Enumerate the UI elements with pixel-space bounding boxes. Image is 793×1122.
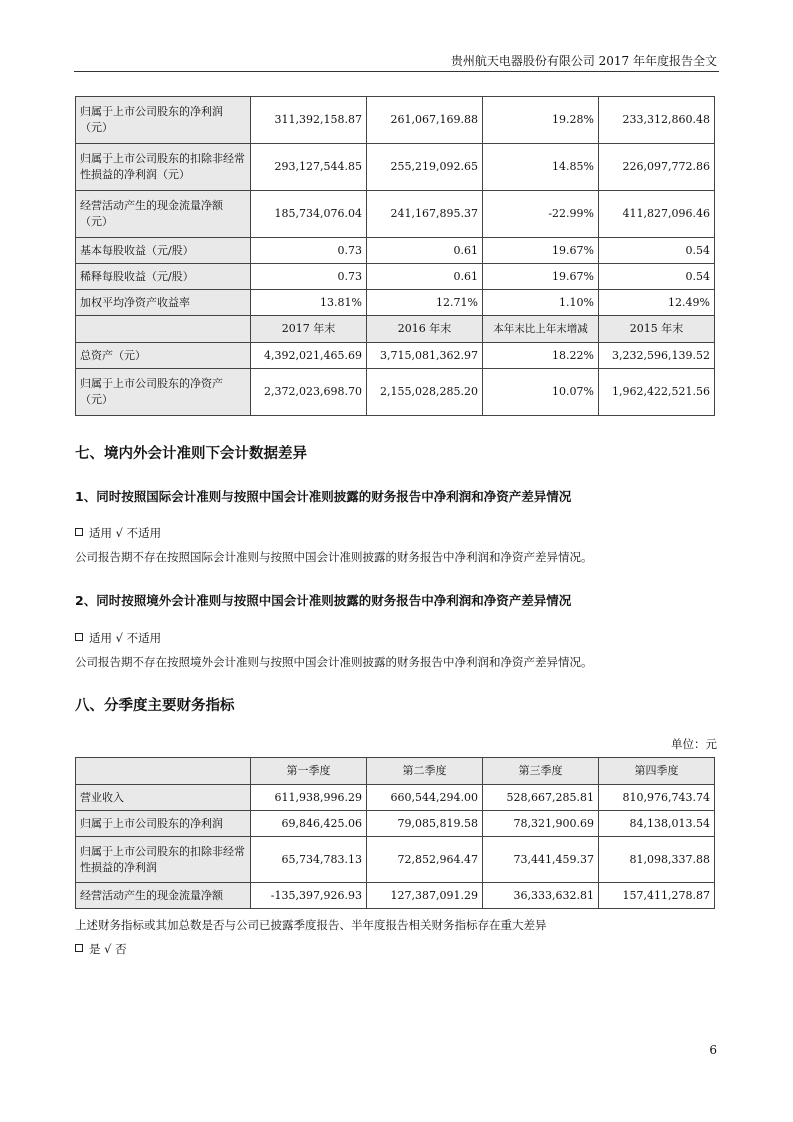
value-2016: 261,067,169.88 xyxy=(367,97,483,144)
value-2015-end: 1,962,422,521.56 xyxy=(599,369,715,416)
value-q2: 79,085,819.58 xyxy=(367,811,483,837)
value-q2: 72,852,964.47 xyxy=(367,837,483,883)
value-q3: 73,441,459.37 xyxy=(483,837,599,883)
value-q4: 810,976,743.74 xyxy=(599,785,715,811)
value-q2: 660,544,294.00 xyxy=(367,785,483,811)
column-header-q1: 第一季度 xyxy=(251,758,367,785)
value-change: 10.07% xyxy=(483,369,599,416)
row-label: 归属于上市公司股东的净利润 xyxy=(76,811,251,837)
section-7-2-title: 2、同时按照境外会计准则与按照中国会计准则披露的财务报告中净利润和净资产差异情况 xyxy=(75,593,572,608)
checkbox-icon xyxy=(75,633,83,641)
row-label: 加权平均净资产收益率 xyxy=(76,290,251,316)
section-7-2-applicability xyxy=(75,630,161,646)
value-q4: 157,411,278.87 xyxy=(599,883,715,909)
value-2015: 411,827,096.46 xyxy=(599,191,715,238)
table-row xyxy=(76,264,715,290)
value-q3: 528,667,285.81 xyxy=(483,785,599,811)
value-q1: 611,938,996.29 xyxy=(251,785,367,811)
value-q1: -135,397,926.93 xyxy=(251,883,367,909)
value-2017: 293,127,544.85 xyxy=(251,144,367,191)
value-q1: 65,734,783.13 xyxy=(251,837,367,883)
table-row xyxy=(76,883,715,909)
row-label: 归属于上市公司股东的扣除非经常性损益的净利润（元） xyxy=(76,144,251,191)
page-number: 6 xyxy=(709,1043,717,1057)
checkbox-icon xyxy=(75,528,83,536)
row-label: 经营活动产生的现金流量净额 xyxy=(76,883,251,909)
table-row xyxy=(76,785,715,811)
column-header-q3: 第三季度 xyxy=(483,758,599,785)
column-header-change: 本年末比上年末增减 xyxy=(483,316,599,343)
value-2016-end: 2,155,028,285.20 xyxy=(367,369,483,416)
section-7-title: 七、境内外会计准则下会计数据差异 xyxy=(75,446,307,462)
applicability-text: 适用 √ 不适用 xyxy=(89,631,162,645)
row-label: 稀释每股收益（元/股） xyxy=(76,264,251,290)
key-financial-data-table xyxy=(75,96,715,416)
value-change: 18.22% xyxy=(483,343,599,369)
table-row xyxy=(76,811,715,837)
value-q2: 127,387,091.29 xyxy=(367,883,483,909)
row-label: 归属于上市公司股东的扣除非经常性损益的净利润 xyxy=(76,837,251,883)
table-row xyxy=(76,191,715,238)
value-2017: 13.81% xyxy=(251,290,367,316)
header-blank xyxy=(76,758,251,785)
section-7-2-statement: 公司报告期不存在按照境外会计准则与按照中国会计准则披露的财务报告中净利润和净资产差异情况。 xyxy=(75,655,593,669)
value-change: 19.28% xyxy=(483,97,599,144)
column-header-2015-end: 2015 年末 xyxy=(599,316,715,343)
value-change: 19.67% xyxy=(483,238,599,264)
value-2015: 0.54 xyxy=(599,238,715,264)
value-2017-end: 4,392,021,465.69 xyxy=(251,343,367,369)
table-row xyxy=(76,369,715,416)
value-2017: 0.73 xyxy=(251,238,367,264)
value-2015: 0.54 xyxy=(599,264,715,290)
value-2015: 12.49% xyxy=(599,290,715,316)
value-2016: 241,167,895.37 xyxy=(367,191,483,238)
value-2016: 0.61 xyxy=(367,264,483,290)
subheader-blank xyxy=(76,316,251,343)
value-2016: 255,219,092.65 xyxy=(367,144,483,191)
table-row xyxy=(76,290,715,316)
row-label: 归属于上市公司股东的净利润（元） xyxy=(76,97,251,144)
value-change: 19.67% xyxy=(483,264,599,290)
row-label: 归属于上市公司股东的净资产（元） xyxy=(76,369,251,416)
section-8-title: 八、分季度主要财务指标 xyxy=(75,698,235,714)
value-q3: 78,321,900.69 xyxy=(483,811,599,837)
value-2016: 0.61 xyxy=(367,238,483,264)
row-label: 基本每股收益（元/股） xyxy=(76,238,251,264)
quarterly-difference-note: 上述财务指标或其加总数是否与公司已披露季度报告、半年度报告相关财务指标存在重大差异 xyxy=(75,918,547,932)
value-change: -22.99% xyxy=(483,191,599,238)
quarterly-difference-option xyxy=(75,941,127,957)
section-7-1-title: 1、同时按照国际会计准则与按照中国会计准则披露的财务报告中净利润和净资产差异情况 xyxy=(75,489,572,504)
table-subheader-row xyxy=(76,316,715,343)
document-header-title: 贵州航天电器股份有限公司 2017 年年度报告全文 xyxy=(450,54,717,68)
value-2015: 233,312,860.48 xyxy=(599,97,715,144)
row-label: 经营活动产生的现金流量净额（元） xyxy=(76,191,251,238)
header-divider xyxy=(74,71,719,72)
quarterly-financial-table xyxy=(75,757,715,909)
section-7-1-applicability xyxy=(75,525,161,541)
value-change: 1.10% xyxy=(483,290,599,316)
value-2015: 226,097,772.86 xyxy=(599,144,715,191)
section-7-1-statement: 公司报告期不存在按照国际会计准则与按照中国会计准则披露的财务报告中净利润和净资产差异情况。 xyxy=(75,550,593,564)
value-2017: 311,392,158.87 xyxy=(251,97,367,144)
value-2017: 185,734,076.04 xyxy=(251,191,367,238)
table-row xyxy=(76,144,715,191)
table-header-row xyxy=(76,758,715,785)
row-label: 总资产（元） xyxy=(76,343,251,369)
value-q4: 84,138,013.54 xyxy=(599,811,715,837)
value-2016: 12.71% xyxy=(367,290,483,316)
value-change: 14.85% xyxy=(483,144,599,191)
value-2015-end: 3,232,596,139.52 xyxy=(599,343,715,369)
option-text: 是 √ 否 xyxy=(89,942,127,956)
table-row xyxy=(76,343,715,369)
column-header-2016-end: 2016 年末 xyxy=(367,316,483,343)
value-q3: 36,333,632.81 xyxy=(483,883,599,909)
value-2016-end: 3,715,081,362.97 xyxy=(367,343,483,369)
row-label: 营业收入 xyxy=(76,785,251,811)
value-2017-end: 2,372,023,698.70 xyxy=(251,369,367,416)
unit-label: 单位：元 xyxy=(671,737,717,751)
table-row xyxy=(76,238,715,264)
column-header-2017-end: 2017 年末 xyxy=(251,316,367,343)
value-q1: 69,846,425.06 xyxy=(251,811,367,837)
column-header-q2: 第二季度 xyxy=(367,758,483,785)
value-2017: 0.73 xyxy=(251,264,367,290)
column-header-q4: 第四季度 xyxy=(599,758,715,785)
value-q4: 81,098,337.88 xyxy=(599,837,715,883)
applicability-text: 适用 √ 不适用 xyxy=(89,526,162,540)
table-row xyxy=(76,837,715,883)
checkbox-icon xyxy=(75,944,83,952)
table-row xyxy=(76,97,715,144)
